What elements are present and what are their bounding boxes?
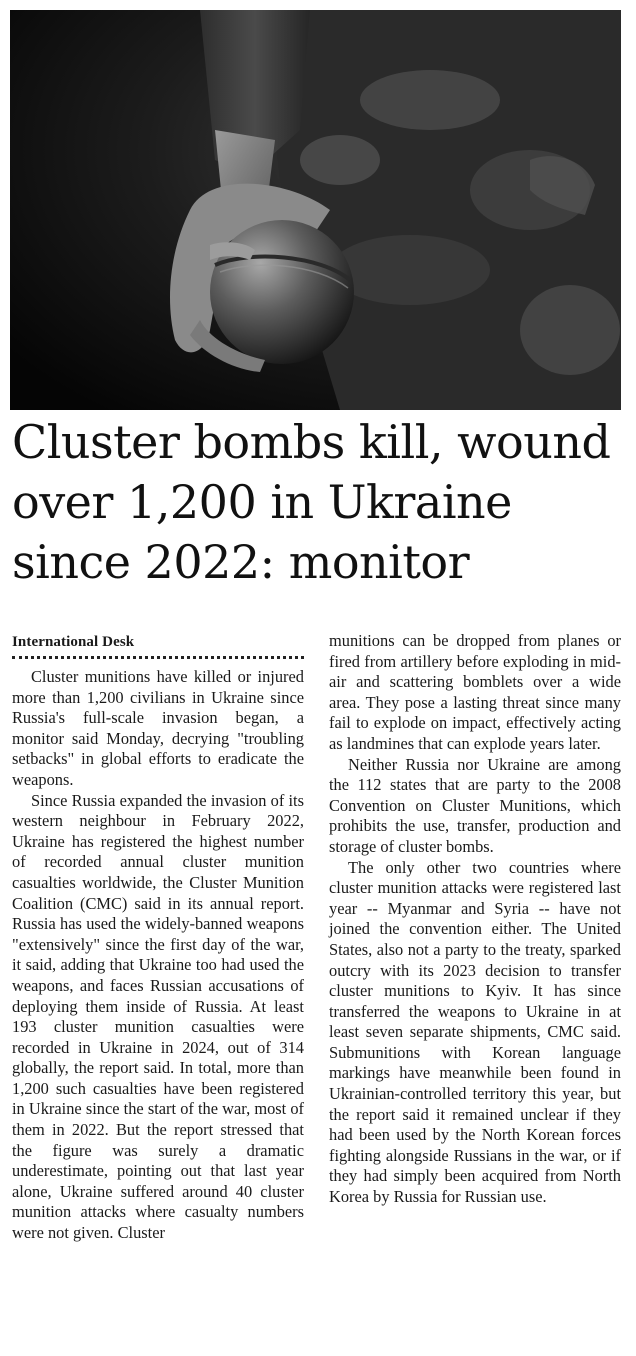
photo-illustration	[10, 10, 621, 410]
body-paragraph: The only other two countries where cluster munition attacks were registered last year -- Myanmar and Syria -- have not joined the convention either. The United States, also not a party to the treaty, sparked outcry with its 2023 decision to transfer cluster munitions to Kyiv. It has since transferred the weapons to Ukraine in at least seven separate shipments, CMC said. Submunitions with Korean language markings have meanwhile been found in Ukrainian-controlled territory this year, but the report said it remained unclear if they had been used by the North Korean forces fighting alongside Russians in the war, or if they had simply been acquired from North Korea by Russia for Russian use.	[329, 857, 621, 1207]
body-paragraph: Cluster munitions have killed or injured more than 1,200 civilians in Ukraine since Russia's full-scale invasion began, a monitor said Monday, decrying "troubling setbacks" in global efforts to eradicate the weapons.	[12, 667, 304, 789]
article-column-left	[12, 631, 304, 1244]
article-column-right	[329, 631, 621, 1208]
body-paragraph: Since Russia expanded the invasion of its western neighbour in February 2022, Ukraine has registered the highest number of recorded annual cluster munition casualties worldwide, the Cluster Munition Coalition (CMC) said in its annual report. Russia has used the widely-banned weapons "extensively" since the first day of the war, it said, adding that Ukraine too had used the weapons, and faces Russian accusations of deploying them inside of Russia. At least 193 cluster munition casualties were recorded in Ukraine in 2024, out of 314 globally, the report said. In total, more than 1,200 such casualties have been registered in Ukraine since the start of the war, most of them in 2022. But the report stressed that the figure was surely a dramatic underestimate, pointing out that last year alone, Ukraine suffered around 40 cluster munition attacks where casualty numbers were not given. Cluster	[12, 790, 304, 1243]
body-paragraph: Neither Russia nor Ukraine are among the 112 states that are party to the 2008 Convention on Cluster Munitions, which prohibits the use, transfer, production and storage of cluster bombs.	[329, 754, 621, 856]
article-photo	[10, 10, 621, 410]
headline: Cluster bombs kill, wound over 1,200 in Ukraine since 2022: monitor	[12, 415, 611, 589]
body-paragraph: munitions can be dropped from planes or fired from artillery before exploding in mid-air and scattering bomblets over a wide area. They pose a lasting threat since many fail to explode on impact, effectively acting as landmines that can explode years later.	[329, 631, 621, 753]
byline: International Desk	[12, 631, 304, 659]
